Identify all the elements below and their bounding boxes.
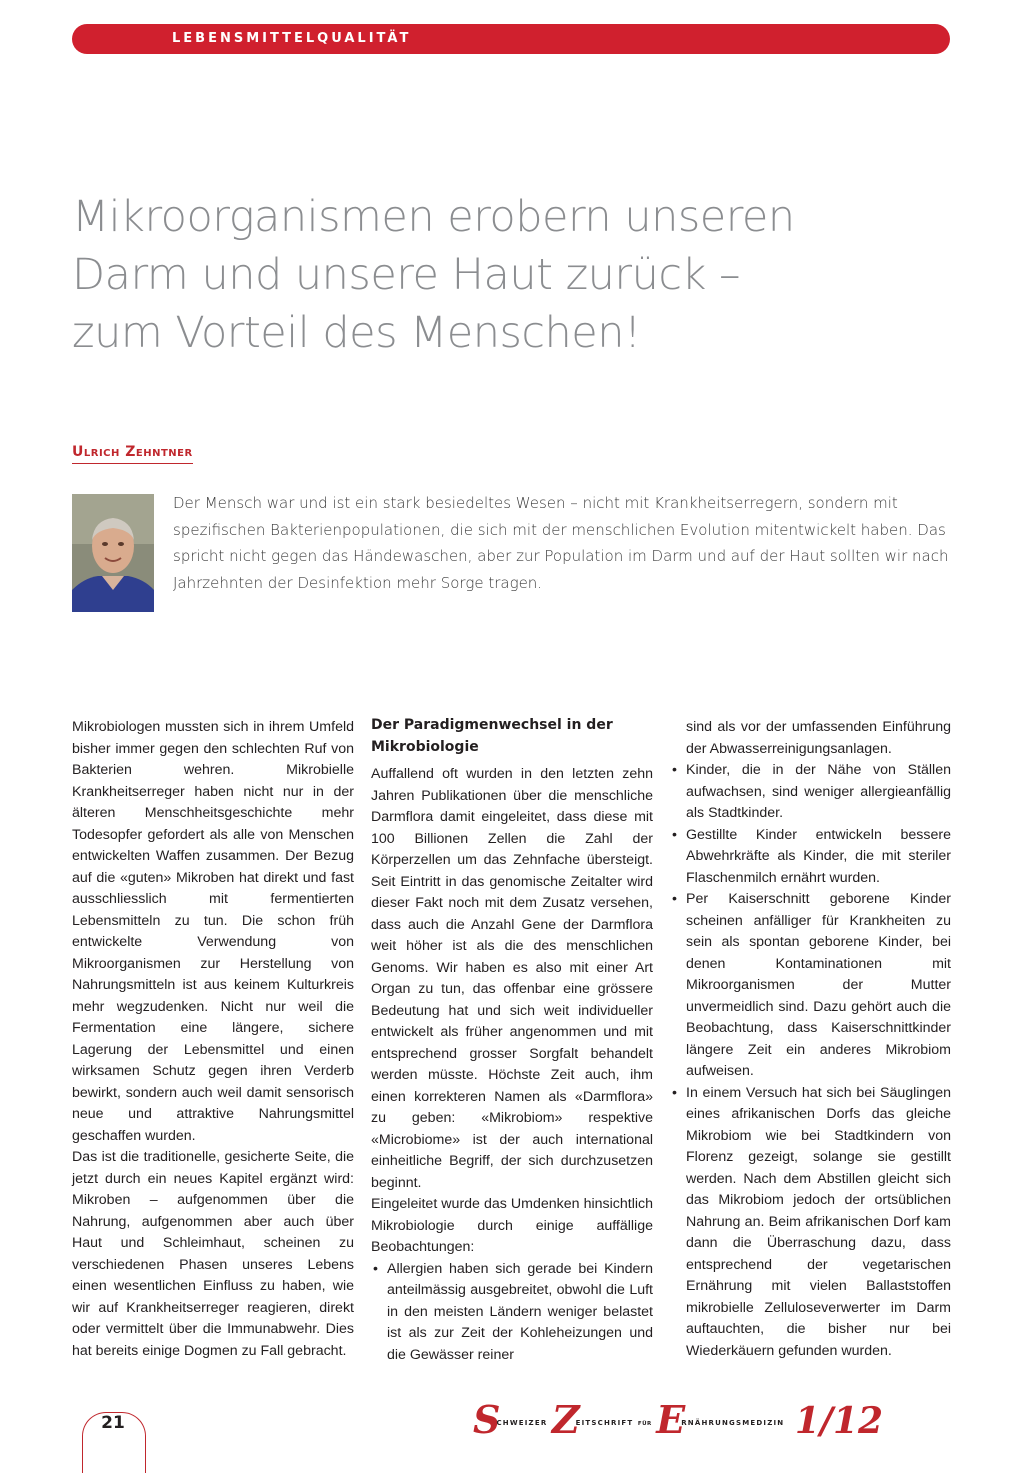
column-2: [371, 715, 653, 1366]
bullet-marker: •: [672, 891, 677, 907]
body-paragraph: Das ist die traditionelle, gesicherte Seite, die jetzt durch ein neues Kapitel ergänzt wird: Mikroben – aufgenommen über die Nahrung, aufgenommen aber auch über Haut und Schleimhaut, scheinen zu verschiedenen Phasen unseres Lebens einen wesentlichen Einfluss zu haben, wie wir auf Krankheitserreger reagieren, direkt oder vermittelt über die Immunabwehr. Dies hat bereits einige Dogmen zu Fall gebracht.: [72, 1149, 354, 1359]
masthead-initial-e: E: [656, 1397, 686, 1442]
bullet-item: [670, 1083, 951, 1363]
bullet-text: In einem Versuch hat sich bei Säuglingen eines afrikanischen Dorfs das gleiche Mikrobiom wie bei Stadtkindern von Florenz gezeigt, solange sie gestillt werden. Nach dem Abstillen gleicht sich das Mikrobiom jedoch der ortsüblichen Nahrung an. Beim afrikanischen Dorf kam dann die Überraschung dazu, dass entsprechend der vegetarischen Ernährung mit vielen Ballaststoffen mikrobielle Zelluloseverwerter im Darm auftauchten, die bisher nur bei Wiederkäuern gefunden wurden.: [686, 1084, 951, 1359]
bullet-item: [670, 760, 951, 825]
page-number: 21: [101, 1413, 125, 1433]
bullet-item: [670, 825, 951, 890]
masthead-word-ernaehrungsmedizin: RNÄHRUNGSMEDIZIN: [681, 1419, 785, 1427]
title-line: Darm und unsere Haut zurück –: [72, 250, 741, 300]
bullet-marker: •: [373, 1260, 378, 1277]
body-paragraph: Mikrobiologen mussten sich in ihrem Umfeld bisher immer gegen den schlechten Ruf von Bakterien wehren. Mikrobielle Krankheitserreger haben nicht nur in der älteren Menschheitsgeschichte mehr Todesopfer gefordert als alle von Menschen entwickelten Waffen zusammen. Der Bezug auf die «guten» Mikroben hat direkt und fast ausschliesslich mit fermentierten Lebensmitteln zu tun. Die schon früh entwickelte Verwendung von Mikroorganismen zur Herstellung von Nahrungsmitteln ist aus keinem Kulturkreis mehr wegzudenken. Nicht nur weil die Fermentation eine längere, sichere Lagerung der Lebensmittel und einen wirksamen Schutz gegen ihren Verderb bewirkt, sondern auch weil damit sensorisch neue und attraktive Nahrungsmittel geschaffen wurden.: [72, 719, 354, 1144]
article-title: [72, 188, 952, 362]
body-paragraph: Auffallend oft wurden in den letzten zehn Jahren Publikationen über die menschliche Darmflora damit eingeleitet, dass diese mit 100 Billionen Zellen die Zahl der Körperzellen um das Zehnfache übersteigt. Seit Eintritt in das genomische Zeitalter wird dieser Fakt noch mit dem Zusatz versehen, dass auch die Anzahl Gene der Darmflora weit höher ist als die des menschlichen Genoms. Wir haben es also mit einer Art Organ zu tun, das offenbar eine grössere Bedeutung hat und sich weit individueller entwickelt als früher angenommen und mit entsprechend grosser Sorgfalt behandelt werden müsste. Höchste Zeit auch, ihm einen korrekteren Namen als «Darmflora» zu geben: «Mikrobiom» respektive «Microbiome» ist der auch international einheitliche Begriff, der sich durchzusetzen beginnt.: [371, 766, 653, 1191]
masthead-word-fuer: FÜR: [637, 1421, 652, 1427]
bullet-text: Allergien haben sich gerade bei Kindern anteilmässig ausgebreitet, obwohl die Luft in den meisten Ländern weniger belastet ist als zur Zeit der Kohleheizungen und die Gewässer reiner: [387, 1260, 653, 1363]
bullet-item: [371, 1259, 653, 1367]
title-line: zum Vorteil des Menschen!: [72, 308, 641, 358]
bullet-text: Kinder, die in der Nähe von Ställen aufwachsen, sind weniger allergieanfällig als Stadtkinder.: [686, 762, 951, 821]
bullet-list: [670, 760, 951, 1362]
bullet-marker: •: [672, 1084, 677, 1101]
bullet-list: [371, 1259, 653, 1367]
portrait-image: [72, 494, 154, 612]
column-1: [72, 717, 354, 1362]
journal-masthead: [473, 1397, 883, 1443]
author-name: Ulrich Zehntner: [72, 444, 193, 464]
section-label: LEBENSMITTELQUALITÄT: [172, 31, 412, 46]
masthead-word-zeitschrift: EITSCHRIFT: [575, 1419, 634, 1427]
author-portrait: [72, 494, 154, 612]
bullet-item: [670, 889, 951, 1083]
masthead-initial-z: Z: [551, 1397, 580, 1442]
subheading: Der Paradigmenwechsel in der Mikrobiologie: [371, 717, 613, 755]
bullet-marker: •: [672, 826, 677, 843]
issue-number: 1/12: [794, 1400, 884, 1442]
masthead-initial-s: S: [473, 1397, 501, 1442]
bullet-continuation: sind als vor der umfassenden Einführung der Abwasserreinigungsanlagen.: [686, 719, 951, 757]
section-header-bar: [72, 24, 950, 54]
bullet-marker: •: [672, 762, 677, 778]
column-3: [670, 717, 951, 1362]
lead-paragraph: Der Mensch war und ist ein stark besiedeltes Wesen – nicht mit Krankheitserregern, sondern mit spezifischen Bakterienpopulationen, die sich mit der menschlichen Evolution mitentwickelt haben. Das spricht nicht gegen das Händewaschen, aber zur Population im Darm und auf der Haut sollten wir nach Jahrzehnten der Desinfektion mehr Sorge tragen.: [173, 494, 949, 592]
bullet-text: Gestillte Kinder entwickeln bessere Abwehrkräfte als Kinder, die mit steriler Flaschenmilch ernährt wurden.: [686, 826, 951, 886]
title-line: Mikroorganismen erobern unseren: [72, 192, 795, 242]
masthead-word-schweizer: CHWEIZER: [496, 1419, 548, 1427]
bullet-text: Per Kaiserschnitt geborene Kinder scheinen anfälliger für Krankheiten zu sein als spontan geborene Kinder, bei denen Kontaminationen mit Mikroorganismen der Mutter unvermeidlich sind. Dazu gehört auch die Beobachtung, dass Kaiserschnittkinder längere Zeit ein anderes Mikrobiom aufweisen.: [686, 891, 951, 1079]
body-paragraph: Eingeleitet wurde das Umdenken hinsichtlich Mikrobiologie durch einige auffällige Beobachtungen:: [371, 1196, 653, 1255]
